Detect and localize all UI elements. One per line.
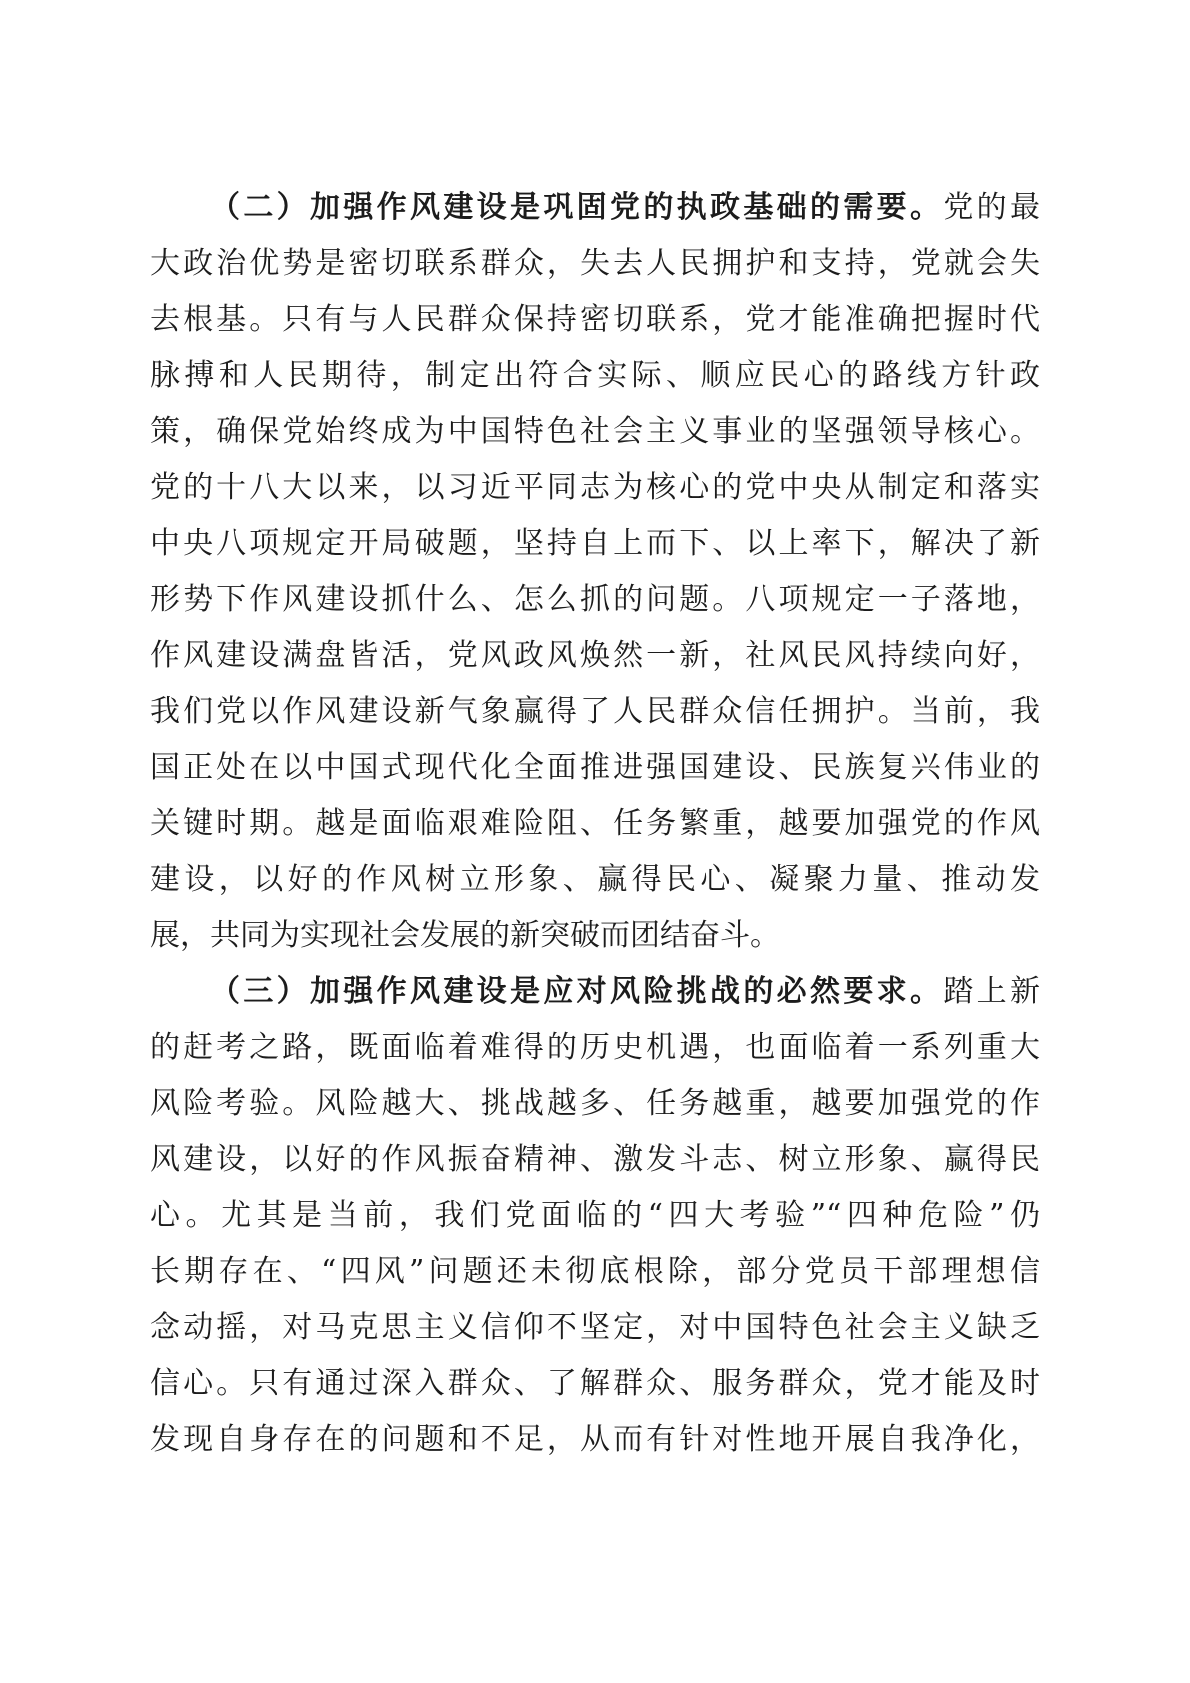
text-line: 中央八项规定开局破题，坚持自上而下、以上率下，解决了新 xyxy=(150,526,1040,561)
text-line: 长期存在、“四风”问题还未彻底根除，部分党员干部理想信 xyxy=(150,1254,1040,1289)
text-line: 风建设，以好的作风振奋精神、激发斗志、树立形象、赢得民 xyxy=(150,1142,1040,1177)
text-line: 作风建设满盘皆活，党风政风焕然一新，社风民风持续向好， xyxy=(150,638,1040,673)
text-line: 我们党以作风建设新气象赢得了人民群众信任拥护。当前，我 xyxy=(150,694,1040,729)
text-line: 展，共同为实现社会发展的新突破而团结奋斗。 xyxy=(150,918,780,953)
text-line: 关键时期。越是面临艰难险阻、任务繁重，越要加强党的作风 xyxy=(150,806,1040,841)
text-line: 信心。只有通过深入群众、了解群众、服务群众，党才能及时 xyxy=(150,1366,1040,1401)
text-line: 策，确保党始终成为中国特色社会主义事业的坚强领导核心。 xyxy=(150,414,1040,449)
text-line: 念动摇，对马克思主义信仰不坚定，对中国特色社会主义缺乏 xyxy=(150,1310,1040,1345)
text-line: 建设，以好的作风树立形象、赢得民心、凝聚力量、推动发 xyxy=(150,862,1040,897)
text-line: 脉搏和人民期待，制定出符合实际、顺应民心的路线方针政 xyxy=(150,358,1040,393)
text-line: 党的十八大以来，以习近平同志为核心的党中央从制定和落实 xyxy=(150,470,1040,505)
paragraph-2 xyxy=(150,180,1040,964)
text-line: 心。尤其是当前，我们党面临的“四大考验”“四种危险”仍 xyxy=(150,1198,1040,1233)
text-line: 的赶考之路，既面临着难得的历史机遇，也面临着一系列重大 xyxy=(150,1030,1040,1065)
paragraph-3-line-1-rest: 踏上新 xyxy=(943,974,1041,1009)
paragraph-3-heading: （三）加强作风建设是应对风险挑战的必然要求。 xyxy=(210,974,944,1009)
text-line: 形势下作风建设抓什么、怎么抓的问题。八项规定一子落地， xyxy=(150,582,1040,617)
paragraph-3 xyxy=(150,964,1040,1468)
paragraph-3-line-1 xyxy=(150,964,1040,1020)
document-body xyxy=(150,180,1040,1468)
text-line: 发现自身存在的问题和不足，从而有针对性地开展自我净化， xyxy=(150,1422,1040,1457)
paragraph-2-line-1 xyxy=(150,180,1040,236)
text-line: 风险考验。风险越大、挑战越多、任务越重，越要加强党的作 xyxy=(150,1086,1040,1121)
text-line: 大政治优势是密切联系群众，失去人民拥护和支持，党就会失 xyxy=(150,246,1040,281)
text-line: 国正处在以中国式现代化全面推进强国建设、民族复兴伟业的 xyxy=(150,750,1040,785)
text-line: 去根基。只有与人民群众保持密切联系，党才能准确把握时代 xyxy=(150,302,1040,337)
paragraph-2-line-1-rest: 党的最 xyxy=(943,190,1041,225)
paragraph-2-heading: （二）加强作风建设是巩固党的执政基础的需要。 xyxy=(210,190,944,225)
